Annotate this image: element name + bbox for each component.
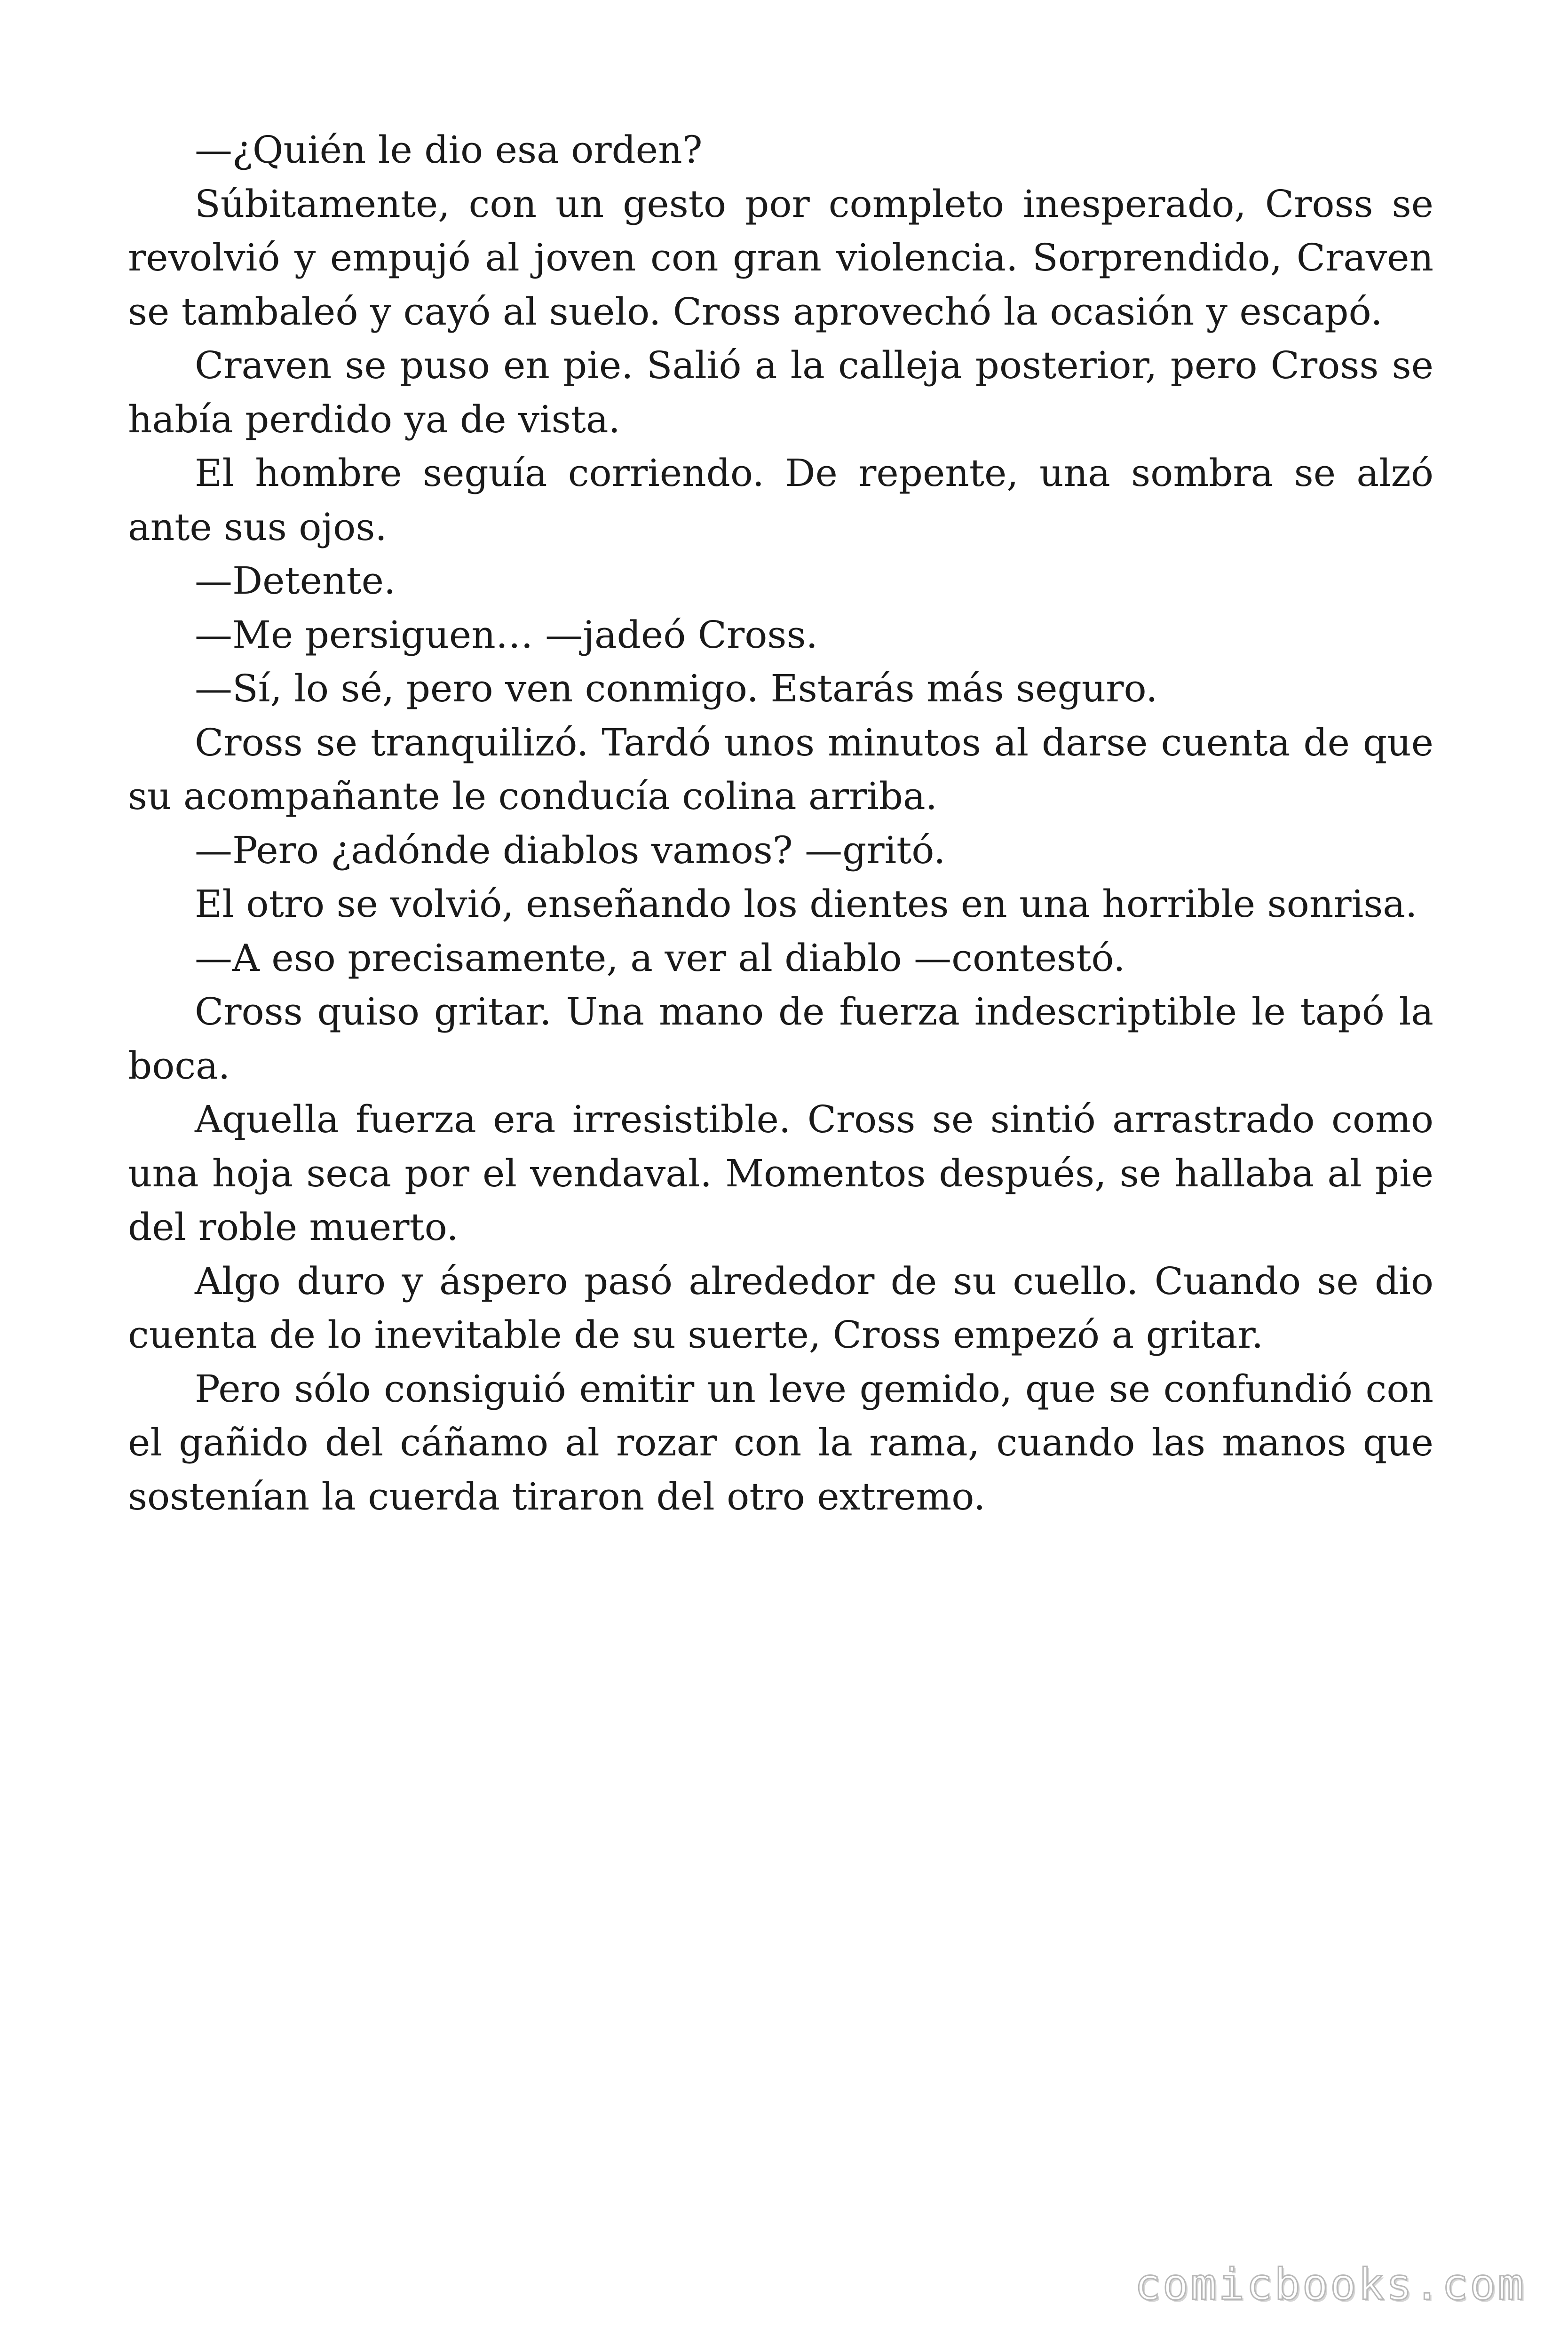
paragraph: Aquella fuerza era irresistible. Cross se sintió arrastrado como una hoja seca por el vendaval. Momentos después, se hallaba al pie del roble muerto. [128, 1097, 1433, 1249]
paragraph: —¿Quién le dio esa orden? [195, 128, 703, 172]
watermark-logo: comicbooks.com [1134, 2259, 1526, 2310]
body-text [128, 123, 1433, 1524]
paragraph: Cross quiso gritar. Una mano de fuerza indescriptible le tapó la boca. [128, 990, 1433, 1088]
paragraph: Algo duro y áspero pasó alrededor de su cuello. Cuando se dio cuenta de lo inevitable de su suerte, Cross empezó a gritar. [128, 1259, 1433, 1357]
paragraph: —Pero ¿adónde diablos vamos? —gritó. [195, 828, 946, 872]
paragraph: Cross se tranquilizó. Tardó unos minutos al darse cuenta de que su acompañante le conducía colina arriba. [128, 720, 1433, 818]
paragraph: Craven se puso en pie. Salió a la calleja posterior, pero Cross se había perdido ya de vista. [128, 343, 1433, 441]
paragraph: Pero sólo consiguió emitir un leve gemido, que se confundió con el gañido del cáñamo al rozar con la rama, cuando las manos que sostenían la cuerda tiraron del otro extremo. [128, 1367, 1433, 1518]
paragraph: El hombre seguía corriendo. De repente, una sombra se alzó ante sus ojos. [128, 451, 1433, 549]
paragraph: El otro se volvió, enseñando los dientes en una horrible sonrisa. [195, 882, 1418, 926]
paragraph: —Me persiguen… —jadeó Cross. [195, 612, 818, 657]
paragraph: Súbitamente, con un gesto por completo inesperado, Cross se revolvió y empujó al joven con gran violencia. Sorprendido, Craven se tambaleó y cayó al suelo. Cross aprovechó la ocasión y escapó. [128, 182, 1433, 334]
paragraph: —Detente. [195, 559, 396, 603]
paragraph: —A eso precisamente, a ver al diablo —contestó. [195, 936, 1125, 980]
paragraph: —Sí, lo sé, pero ven conmigo. Estarás más seguro. [195, 667, 1158, 710]
